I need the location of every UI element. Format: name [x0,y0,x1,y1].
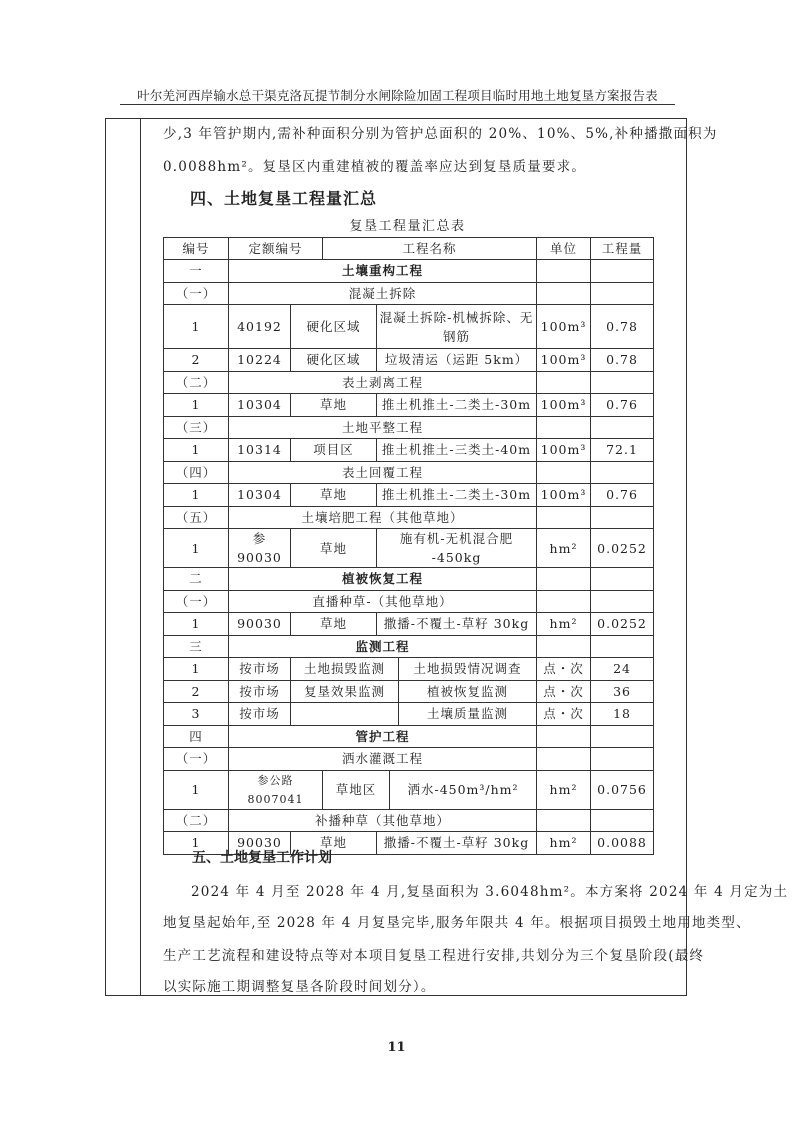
section-title: 土壤重构工程 [229,260,537,283]
area: 草地 [291,832,377,855]
row-number: 四 [164,725,229,748]
section-title: 直播种草-（其他草地） [229,590,537,613]
quantity [591,260,654,283]
unit [537,416,591,439]
unit: 点・次 [537,703,591,726]
unit [537,568,591,591]
row-number: 1 [164,484,229,507]
quota-code: 10224 [229,349,291,372]
row-number: （四） [164,461,229,484]
unit: hm² [537,770,591,809]
section-row [164,590,654,613]
unit: 100m³ [537,394,591,417]
section-title: 土壤培肥工程（其他草地） [229,506,537,529]
area: 草地区 [323,770,390,809]
row-number: （二） [164,809,229,832]
unit [537,371,591,394]
header-rule [120,104,675,105]
work-name: 洒水-450m³/hm² [390,770,537,809]
work-name: 垃圾清运（运距 5km） [377,349,537,372]
quantity [591,568,654,591]
quantity: 0.0252 [591,613,654,636]
section-row [164,416,654,439]
section-row [164,809,654,832]
quantity [591,282,654,305]
row-number: 2 [164,349,229,372]
quantity [591,748,654,771]
unit [537,506,591,529]
work-name: 推土机推土-二类土-30m [377,484,537,507]
quantity [591,371,654,394]
quota-code: 10304 [229,394,291,417]
unit: 点・次 [537,680,591,703]
row-number: 三 [164,635,229,658]
area: 项目区 [291,439,377,462]
quantity: 18 [591,703,654,726]
monitor-type: 土地损毁监测 [291,658,399,681]
unit [537,461,591,484]
quantity: 72.1 [591,439,654,462]
area: 草地 [291,394,377,417]
quota-code: 10304 [229,484,291,507]
unit: 100m³ [537,305,591,349]
quota-code: 参公路 8007041 [229,770,323,809]
section-row [164,635,654,658]
section-row [164,260,654,283]
unit [537,260,591,283]
table-row [164,394,654,417]
work-name: 撒播-不覆土-草籽 30kg [377,832,537,855]
col-header-unit: 单位 [537,238,591,260]
section-title: 表土剥离工程 [229,371,537,394]
area: 草地 [291,613,377,636]
table-row [164,305,654,349]
unit: hm² [537,832,591,855]
col-header-quota-code: 定额编号 [229,238,323,260]
quota-code: 90030 [229,832,291,855]
running-header: 叶尔羌河西岸输水总干渠克洛瓦提节制分水闸除险加固工程项目临时用地土地复垦方案报告表 [137,88,658,103]
quantity [591,506,654,529]
unit [537,590,591,613]
row-number: 1 [164,658,229,681]
row-number: 1 [164,305,229,349]
quota-code: 按市场 [229,703,291,726]
table-row [164,529,654,568]
row-number: 1 [164,394,229,417]
unit [537,635,591,658]
quota-code: 参 90030 [229,529,291,568]
section-row [164,506,654,529]
plan-line-3: 生产工艺流程和建设特点等对本项目复垦工程进行安排,共划分为三个复垦阶段(最终 [163,948,705,964]
unit [537,725,591,748]
page-number: 11 [387,1040,406,1055]
section-title: 监测工程 [229,635,537,658]
col-header-no: 编号 [164,238,229,260]
work-name: 施有机-无机混合肥 -450kg [377,529,537,568]
quantity: 0.0088 [591,832,654,855]
row-number: （五） [164,506,229,529]
section-row [164,568,654,591]
row-number: 1 [164,529,229,568]
quantity [591,590,654,613]
monitor-type: 复垦效果监测 [291,680,399,703]
unit [537,809,591,832]
table-row [164,439,654,462]
unit [537,748,591,771]
plan-line-4: 以实际施工期调整复垦各阶段时间划分）。 [163,979,436,995]
quantity [591,461,654,484]
table-row [164,680,654,703]
quantity: 24 [591,658,654,681]
reclamation-quantity-table [163,237,654,855]
unit: hm² [537,529,591,568]
row-number: 1 [164,770,229,809]
section-4-heading: 四、土地复垦工程量汇总 [190,189,378,208]
plan-line-1: 2024 年 4 月至 2028 年 4 月,复垦面积为 3.6048hm²。本方案将 2024 年 4 月定为土 [191,884,789,900]
section-5-heading: 五、土地复垦工作计划 [192,850,332,866]
work-name: 混凝土拆除-机械拆除、无钢筋 [377,305,537,349]
quantity [591,809,654,832]
section-title: 洒水灌溉工程 [229,748,537,771]
row-number: 二 [164,568,229,591]
work-name: 推土机推土-三类土-40m [377,439,537,462]
unit: 点・次 [537,658,591,681]
quantity: 0.0252 [591,529,654,568]
section-row [164,282,654,305]
row-number: 1 [164,613,229,636]
row-number: （二） [164,371,229,394]
area: 草地 [291,484,377,507]
quota-code: 40192 [229,305,291,349]
section-row [164,748,654,771]
row-number: （一） [164,590,229,613]
work-name: 推土机推土-二类土-30m [377,394,537,417]
quota-code: 90030 [229,613,291,636]
intro-line-2: 0.0088hm²。复垦区内重建植被的覆盖率应达到复垦质量要求。 [163,159,587,175]
quantity: 0.78 [591,305,654,349]
section-title: 混凝土拆除 [229,282,537,305]
quota-code: 按市场 [229,658,291,681]
quantity: 36 [591,680,654,703]
section-row [164,371,654,394]
work-name: 土地损毁情况调查 [399,658,537,681]
work-name: 植被恢复监测 [399,680,537,703]
quantity [591,725,654,748]
table-row [164,484,654,507]
section-row [164,725,654,748]
quantity: 0.0756 [591,770,654,809]
row-number: 1 [164,832,229,855]
row-number: 一 [164,260,229,283]
table-header-row [164,238,654,260]
unit: 100m³ [537,484,591,507]
intro-line-1: 少,3 年管护期内,需补种面积分别为管护总面积的 20%、10%、5%,补种播撒面积为 [163,126,718,142]
table-row [164,770,654,809]
quantity: 0.76 [591,484,654,507]
unit: 100m³ [537,349,591,372]
section-title: 植被恢复工程 [229,568,537,591]
section-row [164,461,654,484]
section-title: 补播种草（其他草地） [229,809,537,832]
area: 草地 [291,529,377,568]
table-row [164,703,654,726]
section-title: 表土回覆工程 [229,461,537,484]
quantity [591,416,654,439]
frame-divider [140,118,141,996]
unit [537,282,591,305]
area: 硬化区域 [291,305,377,349]
section-title: 管护工程 [229,725,537,748]
work-name: 土壤质量监测 [399,703,537,726]
row-number: 2 [164,680,229,703]
quantity: 0.78 [591,349,654,372]
work-name: 撒播-不覆土-草籽 30kg [377,613,537,636]
plan-line-2: 地复垦起始年,至 2028 年 4 月复垦完毕,服务年限共 4 年。根据项目损毁土地用地类型、 [163,915,751,931]
quantity [591,635,654,658]
quantity: 0.76 [591,394,654,417]
table-row [164,658,654,681]
section-title: 土地平整工程 [229,416,537,439]
row-number: 1 [164,439,229,462]
unit: hm² [537,613,591,636]
row-number: （一） [164,282,229,305]
unit: 100m³ [537,439,591,462]
col-header-project-name: 工程名称 [323,238,537,260]
row-number: 3 [164,703,229,726]
monitor-type [291,703,399,726]
table-caption: 复垦工程量汇总表 [349,219,466,234]
table-row [164,613,654,636]
row-number: （一） [164,748,229,771]
row-number: （三） [164,416,229,439]
col-header-quantity: 工程量 [591,238,654,260]
area: 硬化区域 [291,349,377,372]
quota-code: 10314 [229,439,291,462]
table-row [164,349,654,372]
quota-code: 按市场 [229,680,291,703]
